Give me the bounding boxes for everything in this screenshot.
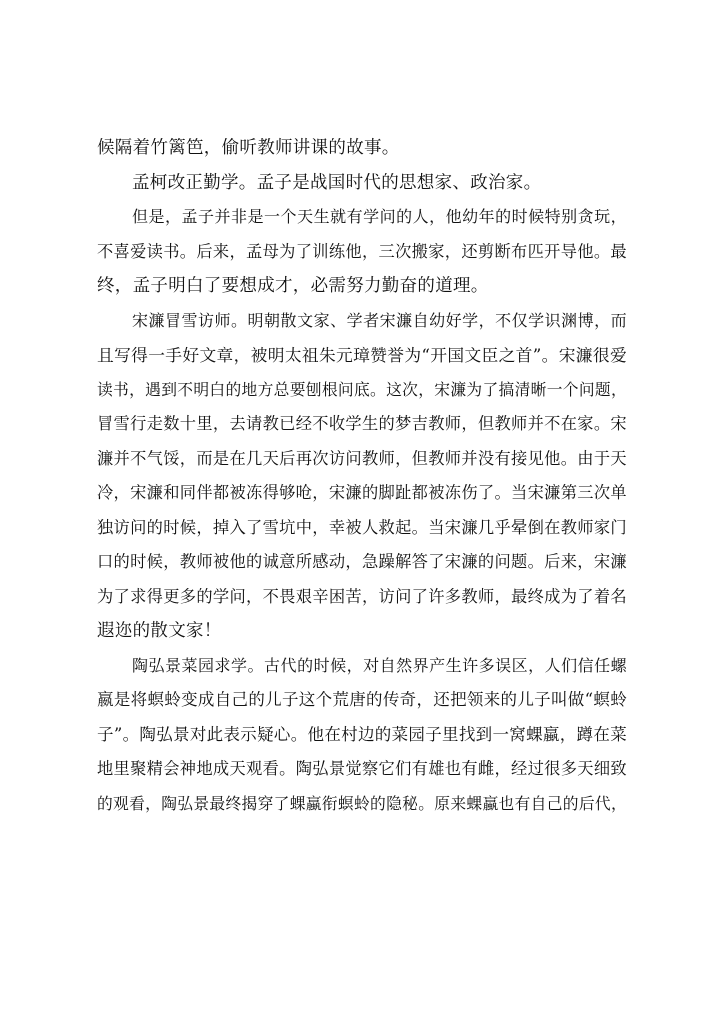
text-line-20: 的观看，陶弘景最终揭穿了蜾蠃衔螟蛉的隐秘。原来蜾蠃也有自己的后代， — [97, 793, 627, 813]
text-line-17: 嬴是将螟蛉变成自己的儿子这个荒唐的传奇，还把领来的儿子叫做“螟蛉 — [97, 690, 627, 709]
text-line-19: 地里聚精会神地成天观看。陶弘景觉察它们有雄也有雌，经过很多天细致 — [97, 759, 627, 778]
text-line-9: 冒雪行走数十里，去请教已经不收学生的梦吉教师，但教师并不在家。宋 — [97, 414, 627, 433]
text-line-3: 但是，孟子并非是一个天生就有学问的人，他幼年的时候特别贪玩， — [132, 207, 627, 226]
text-line-1: 候隔着竹篱笆，偷听教师讲课的故事。 — [97, 138, 400, 158]
paragraph-songlian-heading-line: 宋濂冒雪访师。明朝散文家、学者宋濂自幼好学，不仅学识渊博，而 — [132, 310, 627, 330]
text-line-4: 不喜爱读书。后来，孟母为了训练他，三次搬家，还剪断布匹开导他。最 — [97, 241, 627, 261]
text-line-5: 终，孟子明白了要想成才，必需努力勤奋的道理。 — [97, 276, 489, 296]
paragraph-taohongjing-heading-line: 陶弘景菜园求学。古代的时候，对自然界产生许多误区，人们信任螺 — [132, 655, 627, 675]
text-line-15: 遐迩的散文家！ — [97, 621, 222, 641]
text-line-7: 且写得一手好文章，被明太祖朱元璋赞誉为“开国文臣之首”。宋濂很爱 — [97, 345, 627, 365]
text-line-8: 读书，遇到不明白的地方总要刨根问底。这次，宋濂为了搞清晰一个问题， — [97, 379, 627, 399]
text-line-13: 口的时候，教师被他的诚意所感动，急躁解答了宋濂的问题。后来，宋濂 — [97, 552, 627, 571]
paragraph-mengzi-heading-line: 孟柯改正勤学。孟子是战国时代的思想家、政治家。 — [132, 172, 542, 193]
document-body — [97, 131, 627, 821]
text-line-10: 濂并不气馁，而是在几天后再次访问教师，但教师并没有接见他。由于天 — [97, 448, 627, 468]
text-line-12: 独访问的时候，掉入了雪坑中，幸被人救起。当宋濂几乎晕倒在教师家门 — [97, 517, 627, 537]
text-line-14: 为了求得更多的学问，不畏艰辛困苦，访问了许多教师，最终成为了着名 — [97, 586, 627, 606]
text-line-18: 子”。陶弘景对此表示疑心。他在村边的菜园子里找到一窝蜾蠃，蹲在菜 — [97, 724, 627, 744]
text-line-11: 冷，宋濂和同伴都被冻得够呛，宋濂的脚趾都被冻伤了。当宋濂第三次单 — [97, 483, 627, 502]
